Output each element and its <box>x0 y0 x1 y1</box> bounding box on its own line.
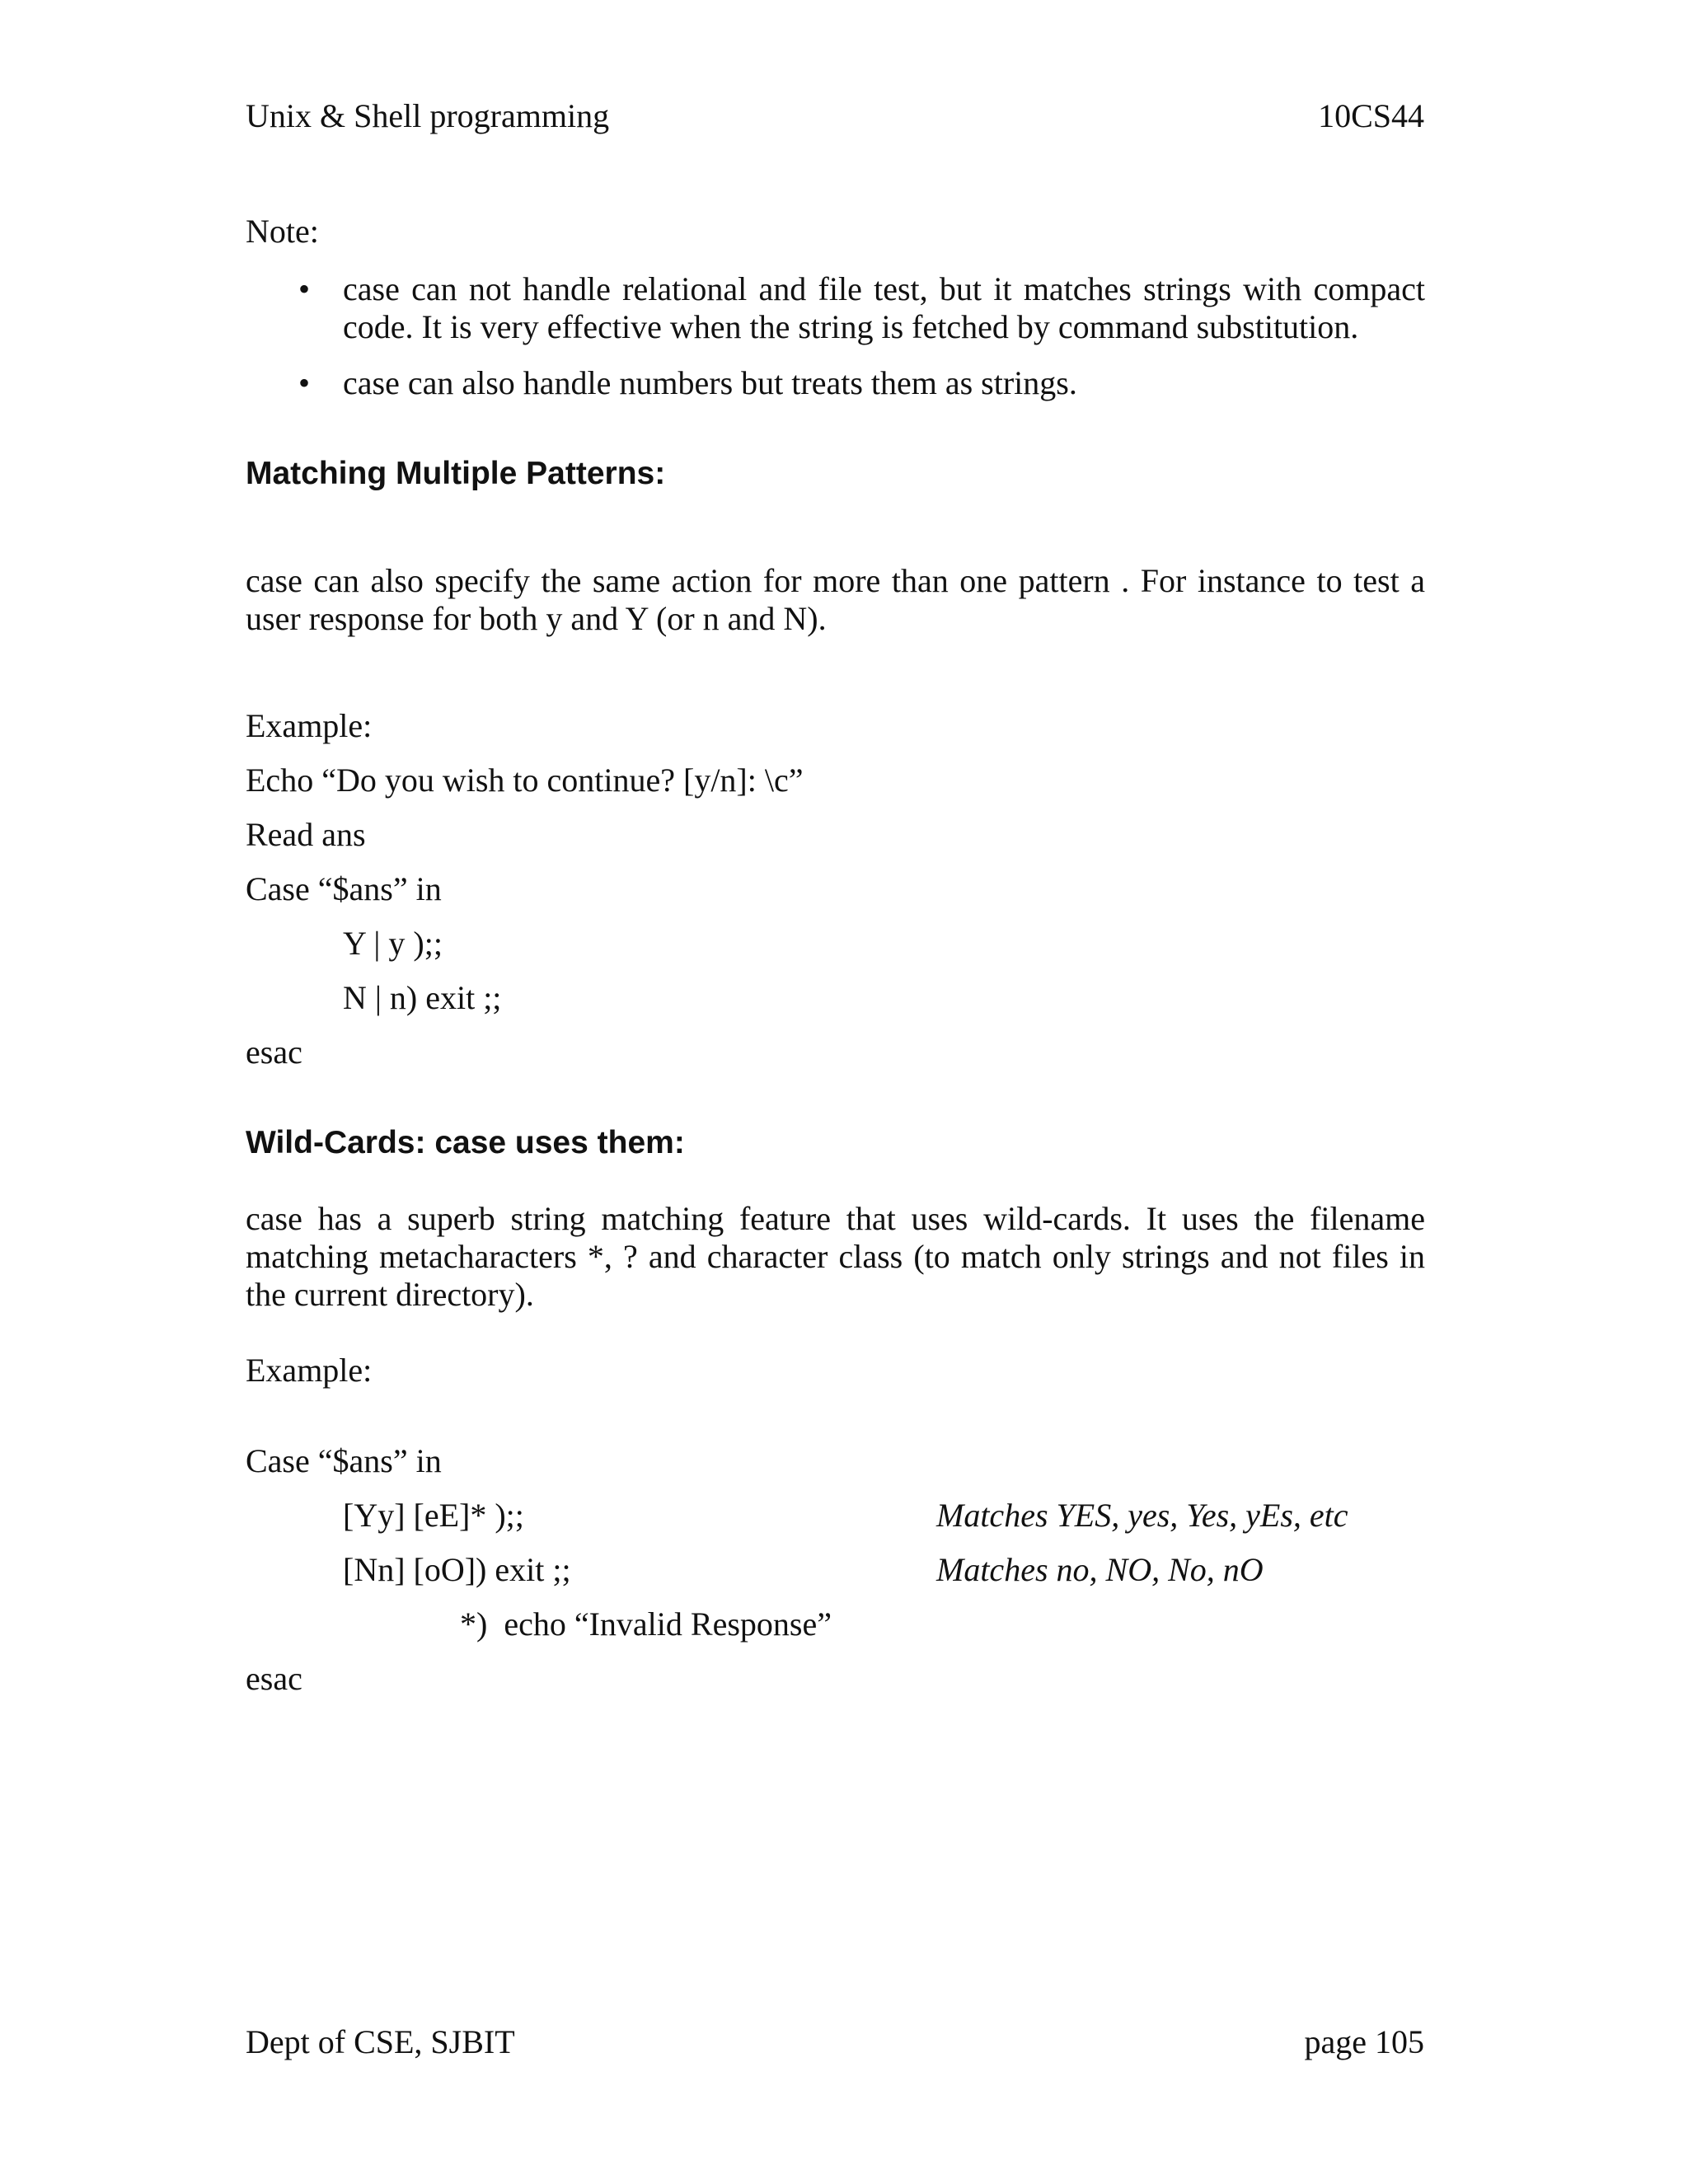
bullet-icon: • <box>298 364 311 401</box>
note-bullet-2: case can also handle numbers but treats them as strings. <box>343 364 1077 401</box>
code-line: esac <box>246 1033 302 1071</box>
code-line: [Yy] [eE]* );; <box>343 1497 524 1534</box>
note-bullet-1: case can not handle relational and file test, but it matches strings with compact code. It is very effective when the string is fetched by command substitution. <box>343 270 1425 345</box>
section2-example-label: Example: <box>246 1352 373 1389</box>
footer-department: Dept of CSE, SJBIT <box>246 2023 515 2060</box>
code-line: Case “$ans” in <box>246 1442 442 1479</box>
code-line: *) echo “Invalid Response” <box>460 1605 832 1643</box>
section-heading-matching-multiple-patterns: Matching Multiple Patterns: <box>246 456 666 491</box>
section2-paragraph: case has a superb string matching feature that uses wild-cards. It uses the filename matching metacharacters *, ? and character class (to match only strings and not files in the current directory). <box>246 1200 1425 1313</box>
header-title: Unix & Shell programming <box>246 97 610 134</box>
header-course-code: 10CS44 <box>1318 97 1424 134</box>
code-line: Echo “Do you wish to continue? [y/n]: \c” <box>246 762 804 799</box>
code-comment: Matches YES, yes, Yes, yEs, etc <box>936 1497 1348 1534</box>
code-line: Y | y );; <box>343 925 443 962</box>
note-label: Note: <box>246 213 319 250</box>
footer-page-number: page 105 <box>1304 2023 1424 2060</box>
bullet-icon: • <box>298 270 311 307</box>
code-line: N | n) exit ;; <box>343 979 502 1016</box>
code-line: Case “$ans” in <box>246 870 442 907</box>
section-heading-wild-cards: Wild-Cards: case uses them: <box>246 1125 685 1160</box>
section1-paragraph: case can also specify the same action for more than one pattern . For instance to test a user response for both y and Y (or n and N). <box>246 562 1425 637</box>
code-line: Read ans <box>246 816 366 853</box>
code-line: [Nn] [oO]) exit ;; <box>343 1551 571 1588</box>
code-line: esac <box>246 1660 302 1697</box>
code-comment: Matches no, NO, No, nO <box>936 1551 1264 1588</box>
section1-example-label: Example: <box>246 707 373 744</box>
